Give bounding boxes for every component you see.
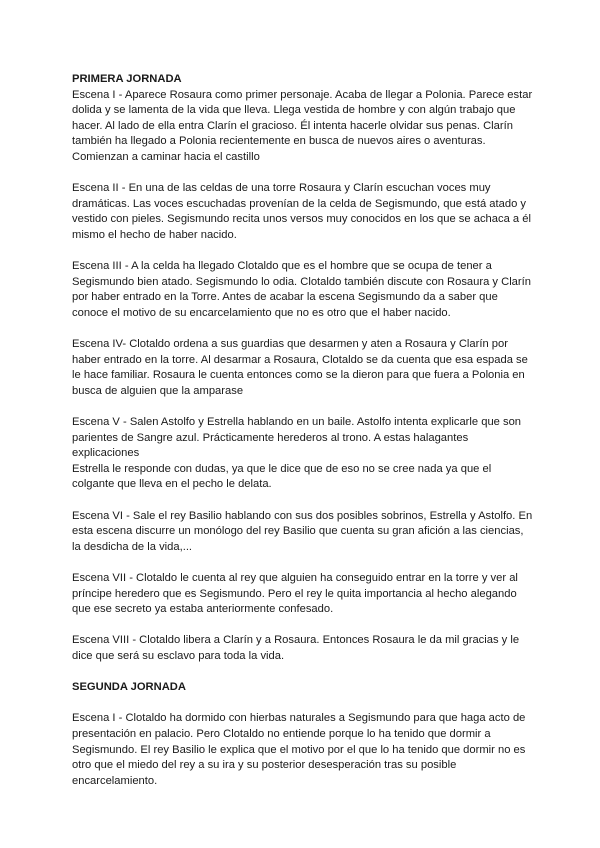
- document-page: [72, 72, 534, 805]
- paragraph-escena-6: Escena VI - Sale el rey Basilio hablando con sus dos posibles sobrinos, Estrella y Astolfo. En esta escena discurre un monólogo del rey Basilio que cuenta su gran afición a las ciencias, la desdicha de la vida,...: [72, 509, 533, 553]
- paragraph-escena-3: Escena III - A la celda ha llegado Clotaldo que es el hombre que se ocupa de tener a Segismundo bien atado. Segismundo lo odia. Clotaldo también discute con Rosaura y Clarín por haber entrado en la Torre. Antes de acabar la escena Segismundo da a saber que conoce el motivo de su encarcelamiento que no es otro que el haber nacido.: [72, 260, 531, 319]
- heading-segunda-jornada: SEGUNDA JORNADA: [72, 681, 186, 694]
- paragraph-escena-1: Escena I - Aparece Rosaura como primer personaje. Acaba de llegar a Polonia. Parece estar dolida y se lamenta de la vida que lleva. Llega vestida de hombre y con algún trabajo que hacer. Al lado de ella entra Clarín el gracioso. Él intenta hacerle olvidar sus penas. Clarín también ha llegado a Polonia recientemente en busca de nuevos aires o aventuras. Comienzan a caminar hacia el castillo: [72, 88, 533, 163]
- paragraph-jornada2-escena-1: Escena I - Clotaldo ha dormido con hierbas naturales a Segismundo para que haga acto de presentación en palacio. Pero Clotaldo no entiende porque lo ha tenido que dormir a Segismundo. El rey Basilio le explica que el motivo por el que lo ha tenido que dormir no es otro que el miedo del rey a su ira y su posterior desesperación tras su posible encarcelamiento.: [72, 712, 526, 787]
- heading-primera-jornada: PRIMERA JORNADA: [72, 73, 182, 85]
- paragraph-escena-7: Escena VII - Clotaldo le cuenta al rey que alguien ha conseguido entrar en la torre y ver al príncipe heredero que es Segismundo. Pero el rey le quita importancia al hecho alegando que ese secreto ya estaba anteriormente confesado.: [72, 572, 518, 616]
- paragraph-escena-5a: Escena V - Salen Astolfo y Estrella hablando en un baile. Astolfo intenta explicarle que son parientes de Sangre azul. Prácticamente herederos al trono. A estas halagantes explicaciones: [72, 416, 522, 460]
- paragraph-escena-5b: Estrella le responde con dudas, ya que le dice que de eso no se cree nada ya que el colgante que lleva en el pecho le delata.: [72, 462, 492, 491]
- paragraph-escena-2: Escena II - En una de las celdas de una torre Rosaura y Clarín escuchan voces muy dramáticas. Las voces escuchadas provenían de la celda de Segismundo, que está atado y vestido con pieles. Segismundo recita unos versos muy conocidos en los que se achaca a él mismo el hecho de haber nacido.: [72, 182, 531, 241]
- paragraph-escena-4: Escena IV- Clotaldo ordena a sus guardias que desarmen y aten a Rosaura y Clarín por haber entrado en la torre. Al desarmar a Rosaura, Clotaldo se da cuenta que esa espada se le hace familiar. Rosaura le cuenta entonces como se la dieron para que fuera a Polonia en busca de alguien que la amparase: [72, 338, 528, 397]
- paragraph-escena-8: Escena VIII - Clotaldo libera a Clarín y a Rosaura. Entonces Rosaura le da mil gracias y le dice que será su esclavo para toda la vida.: [72, 634, 520, 662]
